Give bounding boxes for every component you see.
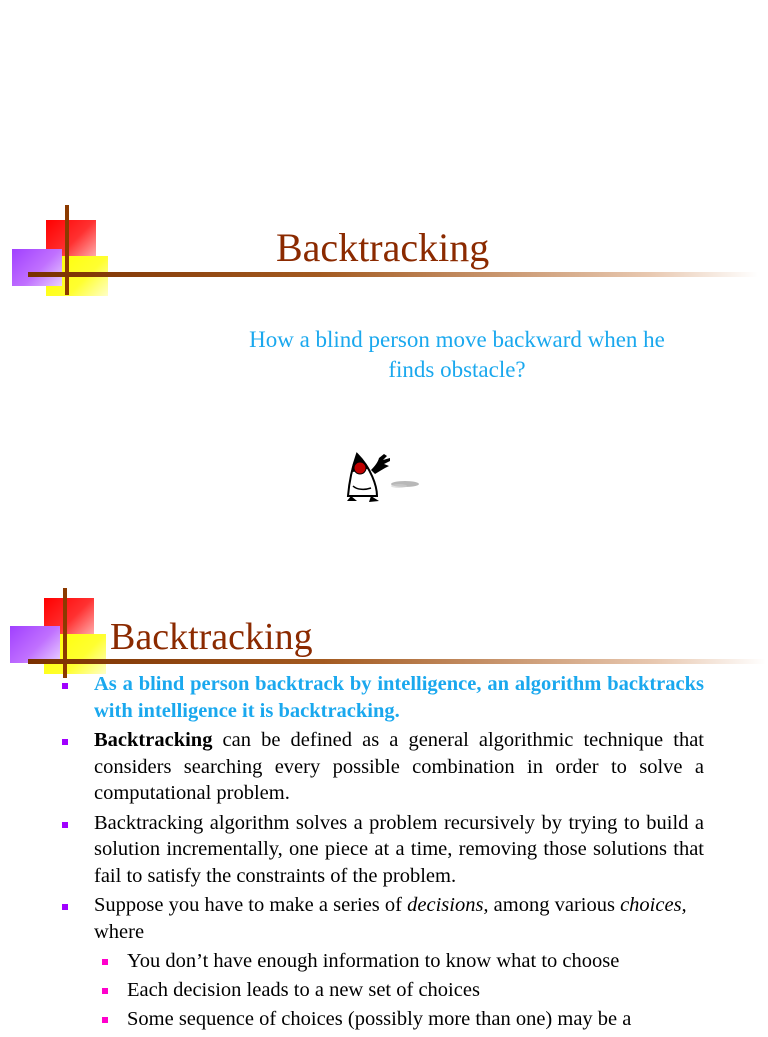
bullet-text: can be defined as a general algorithmic technique that considers searching every possible combination in order to solve a computational problem.	[94, 729, 704, 804]
subtitle-line-1: How a blind person move backward when he	[249, 327, 665, 352]
list-item	[62, 671, 704, 724]
bullet-text: where	[94, 920, 145, 943]
sub-bullet-text: Each decision leads to a new set of choices	[127, 979, 480, 1001]
title-underline-slide1	[28, 272, 758, 277]
bullet-italic-term: decisions,	[407, 894, 489, 916]
bullet-text: Backtracking algorithm solves a problem recursively by trying to build a solution incrementally, one piece at a time, removing those solutions that fail to satisfy the constraints of the problem.	[94, 811, 704, 887]
subtitle-line-2: finds obstacle?	[388, 357, 526, 382]
sub-list-item	[94, 976, 704, 1005]
sub-list-item	[94, 947, 704, 976]
bullet-marker-icon	[62, 683, 68, 689]
bullet-bold-term: Backtracking	[94, 729, 213, 751]
sub-bullet-marker-icon	[102, 988, 108, 994]
duke-mascot-icon	[343, 446, 423, 504]
sub-bullet-text: Some sequence of choices (possibly more than one) may be a	[127, 1008, 632, 1030]
sub-bullet-marker-icon	[102, 1017, 108, 1023]
sub-bullet-list	[94, 947, 704, 1034]
bullet-text: among various	[488, 894, 621, 916]
bullet-italic-term: choices,	[620, 894, 687, 916]
corner-logo-slide1	[12, 205, 112, 297]
corner-logo-slide2	[10, 588, 110, 680]
sub-bullet-marker-icon	[102, 959, 108, 965]
slide1-subtitle	[156, 325, 758, 385]
slide1-title: Backtracking	[276, 225, 490, 270]
slide2-title: Backtracking	[110, 616, 313, 658]
sub-list-item	[94, 1005, 704, 1034]
list-item	[62, 727, 704, 807]
bullet-text: As a blind person backtrack by intelligence, an algorithm backtracks with intelligence it is backtracking.	[94, 673, 704, 722]
sub-bullet-text: You don’t have enough information to know what to choose	[127, 950, 620, 972]
bullet-marker-icon	[62, 822, 68, 828]
bullet-list	[62, 671, 704, 1037]
bullet-marker-icon	[62, 904, 68, 910]
bullet-text: Suppose you have to make a series of	[94, 894, 408, 916]
bullet-marker-icon	[62, 739, 68, 745]
list-item	[62, 810, 704, 890]
list-item	[62, 892, 704, 1034]
